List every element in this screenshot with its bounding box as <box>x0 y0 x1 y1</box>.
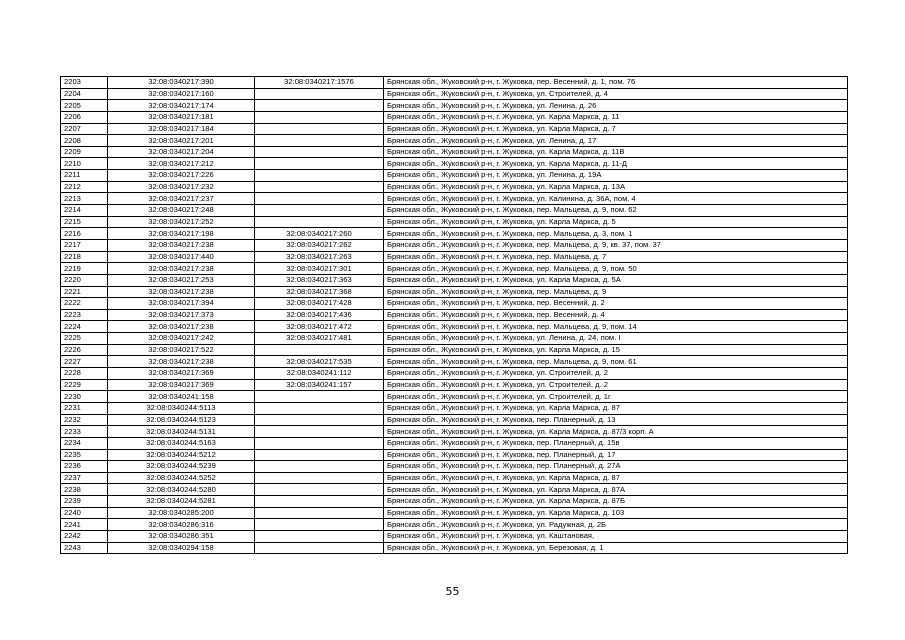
cadastral-number-cell: 32:08:0340244:5212 <box>108 449 255 461</box>
table-row <box>61 123 848 135</box>
table-row <box>61 111 848 123</box>
cadastral-number-cell: 32:08:0340217:238 <box>108 239 255 251</box>
parent-cadastral-number-cell <box>255 437 384 449</box>
row-number-cell: 2232 <box>61 414 108 426</box>
table-row <box>61 274 848 286</box>
address-cell: Брянская обл., Жуковский р-н, г. Жуковка, ул. Строителей, д. 2 <box>384 368 848 380</box>
address-cell: Брянская обл., Жуковский р-н, г. Жуковка, ул. Карла Маркса, д. 15 <box>384 344 848 356</box>
parent-cadastral-number-cell: 32:08:0340217:260 <box>255 228 384 240</box>
parent-cadastral-number-cell <box>255 170 384 182</box>
address-cell: Брянская обл., Жуковский р-н, г. Жуковка, ул. Ленина, д. 19А <box>384 170 848 182</box>
address-cell: Брянская обл., Жуковский р-н, г. Жуковка, ул. Карла Маркса, д. 87/3 корп. А <box>384 426 848 438</box>
table-row <box>61 379 848 391</box>
table-row <box>61 298 848 310</box>
parent-cadastral-number-cell: 32:08:0340217:262 <box>255 239 384 251</box>
table-row <box>61 356 848 368</box>
table-row <box>61 135 848 147</box>
registry-table-body <box>61 77 848 554</box>
table-row <box>61 251 848 263</box>
address-cell: Брянская обл., Жуковский р-н, г. Жуковка, пер. Мальцева, д. 9, пом. 14 <box>384 321 848 333</box>
cadastral-number-cell: 32:08:0340217:238 <box>108 263 255 275</box>
cadastral-number-cell: 32:08:0340217:237 <box>108 193 255 205</box>
parent-cadastral-number-cell <box>255 205 384 217</box>
parent-cadastral-number-cell <box>255 449 384 461</box>
table-row <box>61 496 848 508</box>
table-row <box>61 216 848 228</box>
row-number-cell: 2218 <box>61 251 108 263</box>
row-number-cell: 2211 <box>61 170 108 182</box>
table-row <box>61 530 848 542</box>
parent-cadastral-number-cell <box>255 484 384 496</box>
row-number-cell: 2222 <box>61 298 108 310</box>
address-cell: Брянская обл., Жуковский р-н, г. Жуковка, ул. Строителей, д. 4 <box>384 88 848 100</box>
row-number-cell: 2235 <box>61 449 108 461</box>
cadastral-number-cell: 32:08:0340217:440 <box>108 251 255 263</box>
parent-cadastral-number-cell <box>255 135 384 147</box>
row-number-cell: 2241 <box>61 519 108 531</box>
table-row <box>61 519 848 531</box>
parent-cadastral-number-cell <box>255 414 384 426</box>
address-cell: Брянская обл., Жуковский р-н, г. Жуковка, ул. Карла Маркса, д. 7 <box>384 123 848 135</box>
row-number-cell: 2225 <box>61 333 108 345</box>
address-cell: Брянская обл., Жуковский р-н, г. Жуковка, ул. Ленина, д. 26 <box>384 100 848 112</box>
parent-cadastral-number-cell <box>255 344 384 356</box>
cadastral-number-cell: 32:08:0340217:238 <box>108 356 255 368</box>
table-row <box>61 542 848 554</box>
cadastral-number-cell: 32:08:0340217:242 <box>108 333 255 345</box>
address-cell: Брянская обл., Жуковский р-н, г. Жуковка, пер. Мальцева, д. 9, кв. 37, пом. 37 <box>384 239 848 251</box>
row-number-cell: 2238 <box>61 484 108 496</box>
address-cell: Брянская обл., Жуковский р-н, г. Жуковка, ул. Карла Маркса, д. 87А <box>384 484 848 496</box>
cadastral-number-cell: 32:08:0340244:5280 <box>108 484 255 496</box>
address-cell: Брянская обл., Жуковский р-н, г. Жуковка, пер. Мальцева, д. 9 <box>384 286 848 298</box>
parent-cadastral-number-cell: 32:08:0340217:363 <box>255 274 384 286</box>
row-number-cell: 2207 <box>61 123 108 135</box>
row-number-cell: 2203 <box>61 77 108 89</box>
row-number-cell: 2243 <box>61 542 108 554</box>
row-number-cell: 2208 <box>61 135 108 147</box>
cadastral-number-cell: 32:08:0340244:5239 <box>108 461 255 473</box>
row-number-cell: 2239 <box>61 496 108 508</box>
address-cell: Брянская обл., Жуковский р-н, г. Жуковка, ул. Карла Маркса, д. 5А <box>384 274 848 286</box>
cadastral-number-cell: 32:08:0340286:316 <box>108 519 255 531</box>
parent-cadastral-number-cell: 32:08:0340217:301 <box>255 263 384 275</box>
parent-cadastral-number-cell <box>255 472 384 484</box>
address-cell: Брянская обл., Жуковский р-н, г. Жуковка, пер. Весенний, д. 1, пом. 76 <box>384 77 848 89</box>
cadastral-number-cell: 32:08:0340217:204 <box>108 146 255 158</box>
address-cell: Брянская обл., Жуковский р-н, г. Жуковка, ул. Ленина, д. 24, пом. I <box>384 333 848 345</box>
row-number-cell: 2215 <box>61 216 108 228</box>
table-row <box>61 263 848 275</box>
parent-cadastral-number-cell <box>255 426 384 438</box>
address-cell: Брянская обл., Жуковский р-н, г. Жуковка, пер. Весенний, д. 2 <box>384 298 848 310</box>
cadastral-number-cell: 32:08:0340217:252 <box>108 216 255 228</box>
table-row <box>61 88 848 100</box>
row-number-cell: 2217 <box>61 239 108 251</box>
cadastral-number-cell: 32:08:0340217:522 <box>108 344 255 356</box>
row-number-cell: 2236 <box>61 461 108 473</box>
parent-cadastral-number-cell: 32:08:0340217:535 <box>255 356 384 368</box>
parent-cadastral-number-cell: 32:08:0340217:436 <box>255 309 384 321</box>
address-cell: Брянская обл., Жуковский р-н, г. Жуковка, пер. Мальцева, д. 9, пом. 62 <box>384 205 848 217</box>
page-number: 55 <box>445 585 460 598</box>
row-number-cell: 2223 <box>61 309 108 321</box>
table-row <box>61 146 848 158</box>
row-number-cell: 2234 <box>61 437 108 449</box>
address-cell: Брянская обл., Жуковский р-н, г. Жуковка, ул. Ленина, д. 17 <box>384 135 848 147</box>
row-number-cell: 2224 <box>61 321 108 333</box>
table-row <box>61 402 848 414</box>
row-number-cell: 2231 <box>61 402 108 414</box>
address-cell: Брянская обл., Жуковский р-н, г. Жуковка, ул. Карла Маркса, д. 103 <box>384 507 848 519</box>
address-cell: Брянская обл., Жуковский р-н, г. Жуковка, пер. Мальцева, д. 3, пом. 1 <box>384 228 848 240</box>
row-number-cell: 2219 <box>61 263 108 275</box>
row-number-cell: 2212 <box>61 181 108 193</box>
table-row <box>61 100 848 112</box>
table-row <box>61 507 848 519</box>
cadastral-number-cell: 32:08:0340217:253 <box>108 274 255 286</box>
address-cell: Брянская обл., Жуковский р-н, г. Жуковка, ул. Карла Маркса, д. 13А <box>384 181 848 193</box>
table-row <box>61 286 848 298</box>
parent-cadastral-number-cell: 32:08:0340217:263 <box>255 251 384 263</box>
table-row <box>61 391 848 403</box>
cadastral-number-cell: 32:08:0340217:394 <box>108 298 255 310</box>
address-cell: Брянская обл., Жуковский р-н, г. Жуковка, ул. Каштановая, <box>384 530 848 542</box>
parent-cadastral-number-cell <box>255 158 384 170</box>
cadastral-number-cell: 32:08:0340217:248 <box>108 205 255 217</box>
address-cell: Брянская обл., Жуковский р-н, г. Жуковка, ул. Карла Маркса, д. 5 <box>384 216 848 228</box>
address-cell: Брянская обл., Жуковский р-н, г. Жуковка, пер. Планерный, д. 17 <box>384 449 848 461</box>
table-row <box>61 321 848 333</box>
address-cell: Брянская обл., Жуковский р-н, г. Жуковка, ул. Карла Маркса, д. 87 <box>384 472 848 484</box>
address-cell: Брянская обл., Жуковский р-н, г. Жуковка, пер. Мальцева, д. 9, пом. 61 <box>384 356 848 368</box>
cadastral-number-cell: 32:08:0340286:351 <box>108 530 255 542</box>
cadastral-number-cell: 32:08:0340294:158 <box>108 542 255 554</box>
table-row <box>61 461 848 473</box>
table-row <box>61 368 848 380</box>
parent-cadastral-number-cell <box>255 216 384 228</box>
parent-cadastral-number-cell: 32:08:0340217:1576 <box>255 77 384 89</box>
row-number-cell: 2216 <box>61 228 108 240</box>
row-number-cell: 2240 <box>61 507 108 519</box>
cadastral-number-cell: 32:08:0340217:212 <box>108 158 255 170</box>
cadastral-number-cell: 32:08:0340217:373 <box>108 309 255 321</box>
cadastral-number-cell: 32:08:0340244:5131 <box>108 426 255 438</box>
cadastral-number-cell: 32:08:0340244:5281 <box>108 496 255 508</box>
row-number-cell: 2210 <box>61 158 108 170</box>
parent-cadastral-number-cell <box>255 507 384 519</box>
table-row <box>61 228 848 240</box>
parent-cadastral-number-cell <box>255 496 384 508</box>
cadastral-number-cell: 32:08:0340217:198 <box>108 228 255 240</box>
parent-cadastral-number-cell <box>255 111 384 123</box>
parent-cadastral-number-cell <box>255 181 384 193</box>
row-number-cell: 2209 <box>61 146 108 158</box>
table-row <box>61 472 848 484</box>
cadastral-number-cell: 32:08:0340217:201 <box>108 135 255 147</box>
row-number-cell: 2237 <box>61 472 108 484</box>
address-cell: Брянская обл., Жуковский р-н, г. Жуковка, ул. Карла Маркса, д. 11В <box>384 146 848 158</box>
parent-cadastral-number-cell: 32:08:0340217:472 <box>255 321 384 333</box>
row-number-cell: 2229 <box>61 379 108 391</box>
table-row <box>61 239 848 251</box>
cadastral-number-cell: 32:08:0340217:174 <box>108 100 255 112</box>
parent-cadastral-number-cell <box>255 519 384 531</box>
address-cell: Брянская обл., Жуковский р-н, г. Жуковка, ул. Карла Маркса, д. 11-Д <box>384 158 848 170</box>
cadastral-number-cell: 32:08:0340241:158 <box>108 391 255 403</box>
row-number-cell: 2242 <box>61 530 108 542</box>
cadastral-number-cell: 32:08:0340217:238 <box>108 286 255 298</box>
table-row <box>61 205 848 217</box>
parent-cadastral-number-cell: 32:08:0340241:112 <box>255 368 384 380</box>
row-number-cell: 2233 <box>61 426 108 438</box>
cadastral-number-cell: 32:08:0340217:369 <box>108 368 255 380</box>
table-row <box>61 193 848 205</box>
table-row <box>61 309 848 321</box>
table-row <box>61 484 848 496</box>
cadastral-number-cell: 32:08:0340217:369 <box>108 379 255 391</box>
parent-cadastral-number-cell: 32:08:0340217:428 <box>255 298 384 310</box>
address-cell: Брянская обл., Жуковский р-н, г. Жуковка, ул. Строителей, д. 1г <box>384 391 848 403</box>
table-row <box>61 181 848 193</box>
row-number-cell: 2226 <box>61 344 108 356</box>
row-number-cell: 2221 <box>61 286 108 298</box>
parent-cadastral-number-cell: 32:08:0340217:368 <box>255 286 384 298</box>
cadastral-number-cell: 32:08:0340244:5252 <box>108 472 255 484</box>
address-cell: Брянская обл., Жуковский р-н, г. Жуковка, пер. Мальцева, д. 9, пом. 50 <box>384 263 848 275</box>
cadastral-number-cell: 32:08:0340217:160 <box>108 88 255 100</box>
cadastral-number-cell: 32:08:0340244:5163 <box>108 437 255 449</box>
cadastral-number-cell: 32:08:0340217:226 <box>108 170 255 182</box>
parent-cadastral-number-cell <box>255 530 384 542</box>
cadastral-number-cell: 32:08:0340217:181 <box>108 111 255 123</box>
table-row <box>61 158 848 170</box>
address-cell: Брянская обл., Жуковский р-н, г. Жуковка, пер. Планерный, д. 27А <box>384 461 848 473</box>
address-cell: Брянская обл., Жуковский р-н, г. Жуковка, ул. Карла Маркса, д. 87 <box>384 402 848 414</box>
row-number-cell: 2205 <box>61 100 108 112</box>
table-row <box>61 449 848 461</box>
row-number-cell: 2213 <box>61 193 108 205</box>
parent-cadastral-number-cell: 32:08:0340241:157 <box>255 379 384 391</box>
address-cell: Брянская обл., Жуковский р-н, г. Жуковка, пер. Планерный, д. 13 <box>384 414 848 426</box>
address-cell: Брянская обл., Жуковский р-н, г. Жуковка, ул. Карла Маркса, д. 87Б <box>384 496 848 508</box>
table-row <box>61 77 848 89</box>
row-number-cell: 2220 <box>61 274 108 286</box>
parent-cadastral-number-cell <box>255 402 384 414</box>
row-number-cell: 2227 <box>61 356 108 368</box>
address-cell: Брянская обл., Жуковский р-н, г. Жуковка, ул. Карла Маркса, д. 11 <box>384 111 848 123</box>
parent-cadastral-number-cell <box>255 391 384 403</box>
parent-cadastral-number-cell <box>255 100 384 112</box>
address-cell: Брянская обл., Жуковский р-н, г. Жуковка, пер. Мальцева, д. 7 <box>384 251 848 263</box>
address-cell: Брянская обл., Жуковский р-н, г. Жуковка, пер. Планерный, д. 15в <box>384 437 848 449</box>
row-number-cell: 2228 <box>61 368 108 380</box>
table-row <box>61 333 848 345</box>
cadastral-number-cell: 32:08:0340285:200 <box>108 507 255 519</box>
table-row <box>61 344 848 356</box>
address-cell: Брянская обл., Жуковский р-н, г. Жуковка, ул. Калинина, д. 36А, пом. 4 <box>384 193 848 205</box>
cadastral-number-cell: 32:08:0340217:238 <box>108 321 255 333</box>
table-row <box>61 426 848 438</box>
address-cell: Брянская обл., Жуковский р-н, г. Жуковка, ул. Радужная, д. 2Б <box>384 519 848 531</box>
address-cell: Брянская обл., Жуковский р-н, г. Жуковка, ул. Строителей, д. 2 <box>384 379 848 391</box>
address-cell: Брянская обл., Жуковский р-н, г. Жуковка, пер. Весенний, д. 4 <box>384 309 848 321</box>
row-number-cell: 2230 <box>61 391 108 403</box>
row-number-cell: 2206 <box>61 111 108 123</box>
table-row <box>61 170 848 182</box>
address-cell: Брянская обл., Жуковский р-н, г. Жуковка, ул. Березовая, д. 1 <box>384 542 848 554</box>
cadastral-number-cell: 32:08:0340217:232 <box>108 181 255 193</box>
row-number-cell: 2214 <box>61 205 108 217</box>
parent-cadastral-number-cell <box>255 146 384 158</box>
table-row <box>61 414 848 426</box>
cadastral-number-cell: 32:08:0340217:390 <box>108 77 255 89</box>
parent-cadastral-number-cell <box>255 193 384 205</box>
cadastral-number-cell: 32:08:0340244:5123 <box>108 414 255 426</box>
cadastral-number-cell: 32:08:0340217:184 <box>108 123 255 135</box>
table-row <box>61 437 848 449</box>
parent-cadastral-number-cell: 32:08:0340217:481 <box>255 333 384 345</box>
parent-cadastral-number-cell <box>255 88 384 100</box>
parent-cadastral-number-cell <box>255 542 384 554</box>
parent-cadastral-number-cell <box>255 461 384 473</box>
row-number-cell: 2204 <box>61 88 108 100</box>
cadastral-number-cell: 32:08:0340244:5113 <box>108 402 255 414</box>
parent-cadastral-number-cell <box>255 123 384 135</box>
cadastral-registry-table <box>60 76 848 554</box>
